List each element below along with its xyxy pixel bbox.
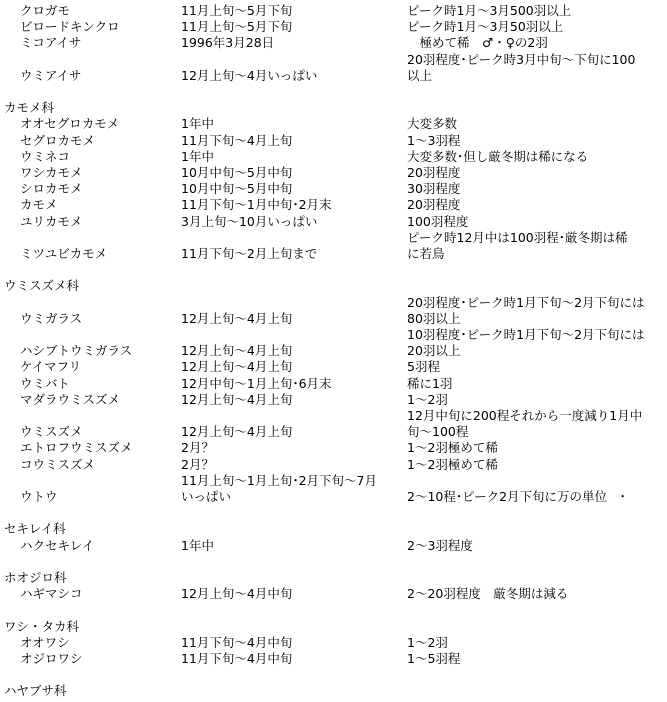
species-row xyxy=(0,68,667,84)
blank-row xyxy=(0,667,667,683)
species-row xyxy=(0,359,667,375)
species-name: ケイマフリ xyxy=(20,359,82,374)
species-row xyxy=(0,35,667,51)
observation-period: 2月？ xyxy=(181,440,214,455)
family-name: ウミスズメ科 xyxy=(4,278,80,293)
blank-row xyxy=(0,262,667,278)
observation-period: 3月上旬〜10月いっぱい xyxy=(181,214,318,229)
observation-period: いっぱい xyxy=(181,489,232,504)
species-name: オオセグロカモメ xyxy=(20,116,120,131)
count-note: 12月中旬に200程それから一度減り1月中 xyxy=(407,408,643,423)
species-row xyxy=(0,586,667,602)
species-row xyxy=(0,473,667,489)
family-header-row xyxy=(0,619,667,635)
observation-period: 1年中 xyxy=(181,116,214,131)
count-note: 2〜20羽程度 厳冬期は減る xyxy=(407,586,569,601)
observation-period: 12月上旬〜4月上旬 xyxy=(181,392,293,407)
count-note: 30羽程度 xyxy=(407,181,461,196)
observation-period: 12月上旬〜4月上旬 xyxy=(181,343,293,358)
count-note: 20羽以上 xyxy=(407,343,461,358)
species-name: ミコアイサ xyxy=(20,35,82,50)
species-row xyxy=(0,197,667,213)
species-row xyxy=(0,392,667,408)
species-row xyxy=(0,440,667,456)
count-note: 20羽程度･ピーク時3月中旬〜下旬に100 xyxy=(407,52,636,67)
species-name: シロカモメ xyxy=(20,181,83,196)
count-note: 以上 xyxy=(407,68,433,83)
species-row xyxy=(0,133,667,149)
observation-period: 12月上旬〜4月いっぱい xyxy=(181,68,318,83)
species-row xyxy=(0,327,667,343)
species-name: ウミネコ xyxy=(20,149,71,164)
species-row xyxy=(0,52,667,68)
family-name: ホオジロ科 xyxy=(4,570,67,585)
count-note: 2〜3羽程度 xyxy=(407,538,473,553)
observation-period: 2月？ xyxy=(181,457,214,472)
species-row xyxy=(0,165,667,181)
count-note: ピーク時12月中は100羽程･厳冬期は稀 xyxy=(407,230,628,245)
species-name: セグロカモメ xyxy=(20,133,96,148)
count-note: 1〜3羽程 xyxy=(407,133,461,148)
observation-period: 1年中 xyxy=(181,538,214,553)
species-row xyxy=(0,181,667,197)
species-row xyxy=(0,343,667,359)
blank-row xyxy=(0,554,667,570)
species-name: ハギマシコ xyxy=(20,586,83,601)
observation-period: 11月上旬〜5月下旬 xyxy=(181,3,293,18)
observation-period: 11月下旬〜4月中旬 xyxy=(181,651,293,666)
count-note: 1〜2羽 xyxy=(407,392,448,407)
family-name: ハヤブサ科 xyxy=(4,683,67,698)
count-note: 1〜2羽極めて稀 xyxy=(407,457,498,472)
species-name: ウミアイサ xyxy=(20,68,82,83)
species-row xyxy=(0,408,667,424)
species-row xyxy=(0,424,667,440)
count-note: 大変多数 xyxy=(407,116,458,131)
count-note: 稀に1羽 xyxy=(407,376,453,391)
count-note: 1〜5羽程 xyxy=(407,651,461,666)
species-name: ウトウ xyxy=(20,489,58,504)
species-name: マダラウミスズメ xyxy=(20,392,121,407)
species-row xyxy=(0,311,667,327)
species-name: カモメ xyxy=(20,197,58,212)
observation-period: 12月上旬〜4月上旬 xyxy=(181,359,293,374)
species-row xyxy=(0,635,667,651)
blank-row xyxy=(0,84,667,100)
family-header-row xyxy=(0,570,667,586)
observation-period: 11月下旬〜2月上旬まで xyxy=(181,246,318,261)
count-note: 10羽程度･ピーク時1月下旬〜2月下旬には xyxy=(407,327,645,342)
count-note: 1〜2羽 xyxy=(407,635,448,650)
species-name: ハシブトウミガラス xyxy=(20,343,133,358)
count-note: 5羽程 xyxy=(407,359,440,374)
species-row xyxy=(0,489,667,505)
observation-period: 11月下旬〜4月上旬 xyxy=(181,133,293,148)
species-row xyxy=(0,19,667,35)
species-row xyxy=(0,295,667,311)
count-note: に若鳥 xyxy=(407,246,445,261)
count-note: 2〜10程･ピーク2月下旬に万の単位 ･ xyxy=(407,489,626,504)
family-name: カモメ科 xyxy=(4,100,55,115)
species-name: ウミスズメ xyxy=(20,424,83,439)
count-note: ピーク時1月〜3月50羽以上 xyxy=(407,19,564,34)
species-row xyxy=(0,651,667,667)
count-note: 20羽程度 xyxy=(407,165,461,180)
observation-period: 1996年3月28日 xyxy=(181,35,275,50)
species-name: ワシカモメ xyxy=(20,165,83,180)
observation-period: 10月中旬〜5月中旬 xyxy=(181,165,293,180)
count-note: ピーク時1月〜3月500羽以上 xyxy=(407,3,572,18)
count-note: 20羽程度 xyxy=(407,197,461,212)
species-name: ユリカモメ xyxy=(20,214,83,229)
species-row xyxy=(0,376,667,392)
count-note: 極めて稀 ♂・♀の2羽 xyxy=(407,35,548,50)
observation-period: 1年中 xyxy=(181,149,214,164)
count-note: 80羽以上 xyxy=(407,311,461,326)
observation-period: 12月上旬〜4月中旬 xyxy=(181,586,293,601)
family-header-row xyxy=(0,100,667,116)
species-row xyxy=(0,3,667,19)
species-name: ビロードキンクロ xyxy=(20,19,120,34)
count-note: 旬〜100程 xyxy=(407,424,469,439)
family-name: セキレイ科 xyxy=(4,521,66,536)
species-name: ミツユビカモメ xyxy=(20,246,108,261)
observation-period: 10月中旬〜5月中旬 xyxy=(181,181,293,196)
species-name: クロガモ xyxy=(20,3,71,18)
observation-period: 12月上旬〜4月上旬 xyxy=(181,311,293,326)
observation-period: 11月上旬〜5月下旬 xyxy=(181,19,293,34)
species-row xyxy=(0,538,667,554)
species-name: ウミバト xyxy=(20,376,70,391)
species-name: オジロワシ xyxy=(20,651,83,666)
count-note: 1〜2羽極めて稀 xyxy=(407,440,498,455)
species-row xyxy=(0,149,667,165)
species-name: コウミスズメ xyxy=(20,457,96,472)
species-name: オオワシ xyxy=(20,635,70,650)
family-header-row xyxy=(0,521,667,537)
observation-period: 12月上旬〜4月上旬 xyxy=(181,424,293,439)
blank-row xyxy=(0,505,667,521)
observation-period: 12月中旬〜1月上旬･6月末 xyxy=(181,376,332,391)
family-header-row xyxy=(0,683,667,699)
species-row xyxy=(0,214,667,230)
species-row xyxy=(0,116,667,132)
family-header-row xyxy=(0,278,667,294)
observation-period: 11月下旬〜4月中旬 xyxy=(181,635,293,650)
species-row xyxy=(0,230,667,246)
species-name: ウミガラス xyxy=(20,311,83,326)
species-name: エトロフウミスズメ xyxy=(20,440,133,455)
species-name: ハクセキレイ xyxy=(20,538,95,553)
blank-row xyxy=(0,602,667,618)
species-row xyxy=(0,457,667,473)
count-note: 大変多数･但し厳冬期は稀になる xyxy=(407,149,589,164)
count-note: 100羽程度 xyxy=(407,214,469,229)
count-note: 20羽程度･ピーク時1月下旬〜2月下旬には xyxy=(407,295,645,310)
observation-period: 11月下旬〜1月中旬･2月末 xyxy=(181,197,332,212)
observation-period: 11月上旬〜1月上旬･2月下旬〜7月 xyxy=(181,473,378,488)
family-name: ワシ・タカ科 xyxy=(4,619,80,634)
species-row xyxy=(0,246,667,262)
